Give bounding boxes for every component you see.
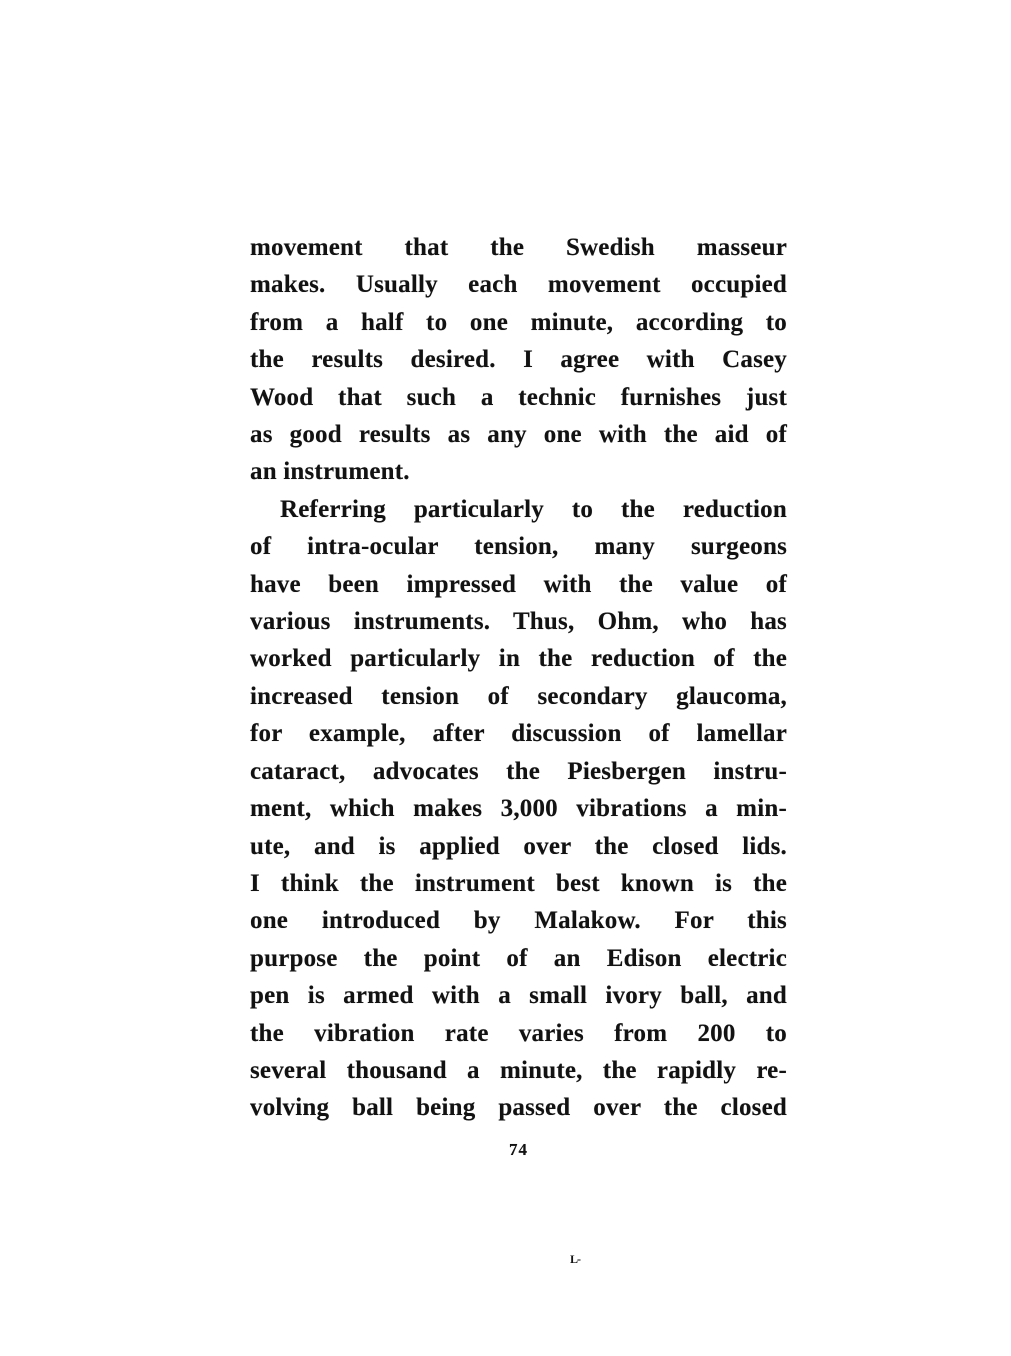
text-line: Referring particularly to the reduction (280, 495, 787, 523)
text-line: several thousand a minute, the rapidly re- (250, 1056, 787, 1084)
text-line: increased tension of secondary glaucoma, (250, 682, 787, 710)
page-number: 74 (509, 1140, 528, 1159)
text-line: ment, which makes 3,000 vibrations a min- (250, 795, 787, 823)
text-line: for example, after discussion of lamellar (250, 720, 787, 748)
text-block (250, 229, 787, 1127)
text-line: volving ball being passed over the closed (250, 1094, 787, 1122)
text-line: movement that the Swedish masseur (250, 234, 787, 261)
text-line: makes. Usually each movement occupied (250, 271, 787, 299)
text-line: Wood that such a technic furnishes just (250, 383, 787, 411)
text-line: from a half to one minute, according to (250, 308, 787, 336)
text-line: cataract, advocates the Piesbergen instru- (250, 757, 787, 785)
text-line: of intra-ocular tension, many surgeons (250, 533, 787, 561)
text-line: worked particularly in the reduction of the (250, 645, 787, 673)
printer-mark: L- (570, 1252, 580, 1266)
text-line: as good results as any one with the aid of (250, 421, 787, 449)
text-line: have been impressed with the value of (250, 570, 787, 598)
text-line: pen is armed with a small ivory ball, and (250, 982, 787, 1010)
text-line: the results desired. I agree with Casey (250, 346, 787, 374)
text-line: purpose the point of an Edison electric (250, 944, 787, 972)
text-line: various instruments. Thus, Ohm, who has (250, 608, 787, 636)
text-line: ute, and is applied over the closed lids. (250, 832, 787, 860)
text-line: one introduced by Malakow. For this (250, 907, 787, 935)
text-line: an instrument. (250, 458, 410, 486)
text-line: I think the instrument best known is the (250, 869, 787, 897)
text-line: the vibration rate varies from 200 to (250, 1019, 787, 1047)
